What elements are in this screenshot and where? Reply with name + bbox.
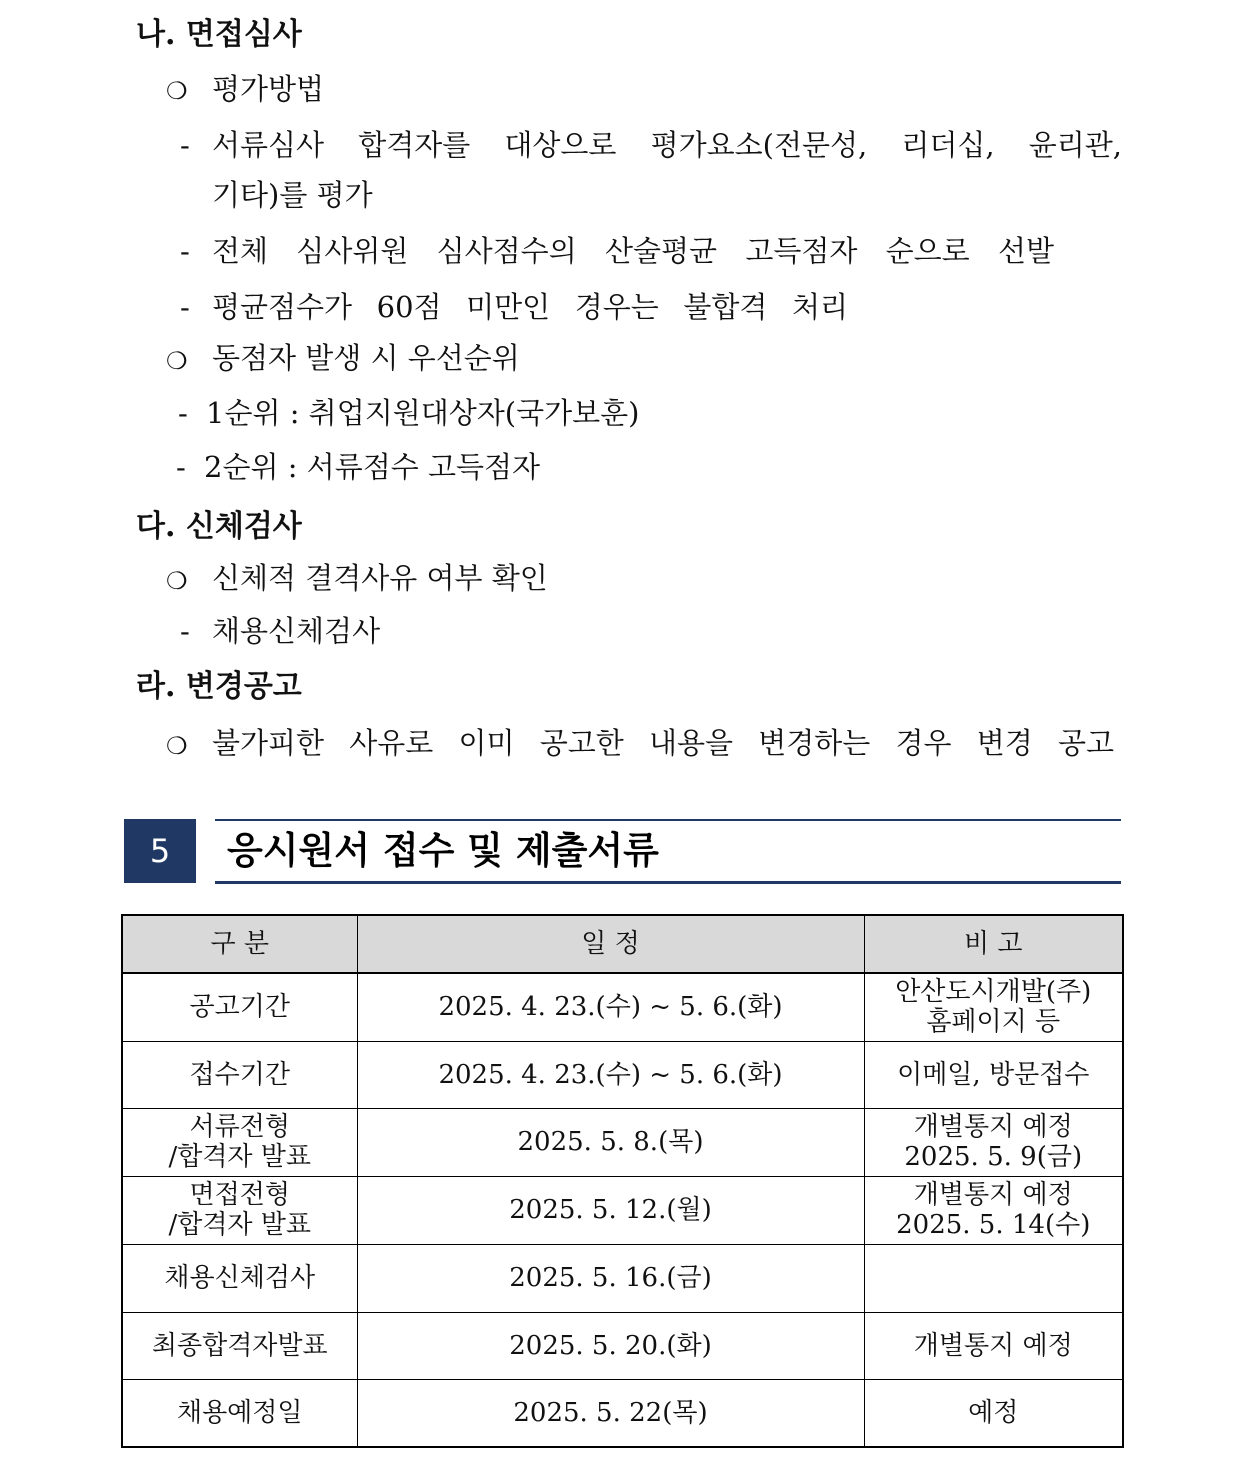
schedule-cell: 2025. 5. 22(목) [357, 1379, 864, 1447]
item-fail-rule: 평균점수가 60점 미만인 경우는 불합격 처리 [212, 290, 848, 324]
note-cell [864, 1244, 1123, 1312]
table-row [122, 1041, 1123, 1108]
section-heading-physical: 다. 신체검사 [136, 509, 302, 544]
header-note: 비 고 [864, 915, 1123, 973]
schedule-table [121, 914, 1124, 1448]
category-cell: 채용예정일 [122, 1379, 357, 1447]
schedule-cell: 2025. 4. 23.(수) ~ 5. 6.(화) [357, 973, 864, 1041]
table-row [122, 1312, 1123, 1379]
item-evaluation-factors-cont: 기타)를 평가 [212, 178, 373, 212]
table-row [122, 1379, 1123, 1447]
category-cell: 채용신체검사 [122, 1244, 357, 1312]
note-cell: 안산도시개발(주) 홈페이지 등 [864, 973, 1123, 1041]
table-header-row [122, 915, 1123, 973]
table-row [122, 1244, 1123, 1312]
schedule-cell: 2025. 5. 12.(월) [357, 1176, 864, 1244]
bullet-tie-priority: 동점자 발생 시 우선순위 [212, 341, 520, 375]
table-row [122, 973, 1123, 1041]
table-row [122, 1176, 1123, 1244]
schedule-cell: 2025. 5. 16.(금) [357, 1244, 864, 1312]
note-cell: 개별통지 예정 2025. 5. 14(수) [864, 1176, 1123, 1244]
section-heading-interview: 나. 면접심사 [136, 17, 302, 52]
category-cell: 서류전형 /합격자 발표 [122, 1108, 357, 1176]
item-selection-rule: 전체 심사위원 심사점수의 산술평균 고득점자 순으로 선발 [212, 234, 1054, 268]
schedule-cell: 2025. 4. 23.(수) ~ 5. 6.(화) [357, 1041, 864, 1108]
note-cell: 예정 [864, 1379, 1123, 1447]
bullet-disqualification-check: 신체적 결격사유 여부 확인 [212, 561, 548, 595]
section-number-badge: 5 [124, 819, 196, 883]
dash-icon: - [180, 234, 190, 268]
dash-icon: - [180, 614, 190, 648]
schedule-cell: 2025. 5. 20.(화) [357, 1312, 864, 1379]
category-cell: 면접전형 /합격자 발표 [122, 1176, 357, 1244]
bullet-evaluation-method: 평가방법 [212, 72, 325, 106]
dash-icon: - [176, 450, 186, 484]
note-cell: 개별통지 예정 2025. 5. 9(금) [864, 1108, 1123, 1176]
circle-bullet-icon: ❍ [166, 77, 188, 105]
circle-bullet-icon: ❍ [166, 732, 188, 760]
item-priority-1: 1순위 : 취업지원대상자(국가보훈) [206, 396, 640, 430]
schedule-cell: 2025. 5. 8.(목) [357, 1108, 864, 1176]
section-title-bar [215, 819, 1121, 884]
dash-icon: - [178, 396, 188, 430]
header-schedule: 일 정 [357, 915, 864, 973]
item-physical-exam: 채용신체검사 [212, 614, 381, 648]
category-cell: 접수기간 [122, 1041, 357, 1108]
section-title: 응시원서 접수 및 제출서류 [227, 829, 659, 872]
note-cell: 개별통지 예정 [864, 1312, 1123, 1379]
dash-icon: - [180, 128, 190, 162]
bullet-change-notice: 불가피한 사유로 이미 공고한 내용을 변경하는 경우 변경 공고 [212, 726, 1114, 760]
dash-icon: - [180, 290, 190, 324]
note-cell: 이메일, 방문접수 [864, 1041, 1123, 1108]
header-category: 구 분 [122, 915, 357, 973]
section-heading-change-notice: 라. 변경공고 [136, 669, 302, 704]
table-row [122, 1108, 1123, 1176]
circle-bullet-icon: ❍ [166, 347, 188, 375]
circle-bullet-icon: ❍ [166, 567, 188, 595]
category-cell: 최종합격자발표 [122, 1312, 357, 1379]
item-evaluation-factors: 서류심사 합격자를 대상으로 평가요소(전문성, 리더십, 윤리관, [212, 128, 1122, 162]
category-cell: 공고기간 [122, 973, 357, 1041]
item-priority-2: 2순위 : 서류점수 고득점자 [204, 450, 541, 484]
